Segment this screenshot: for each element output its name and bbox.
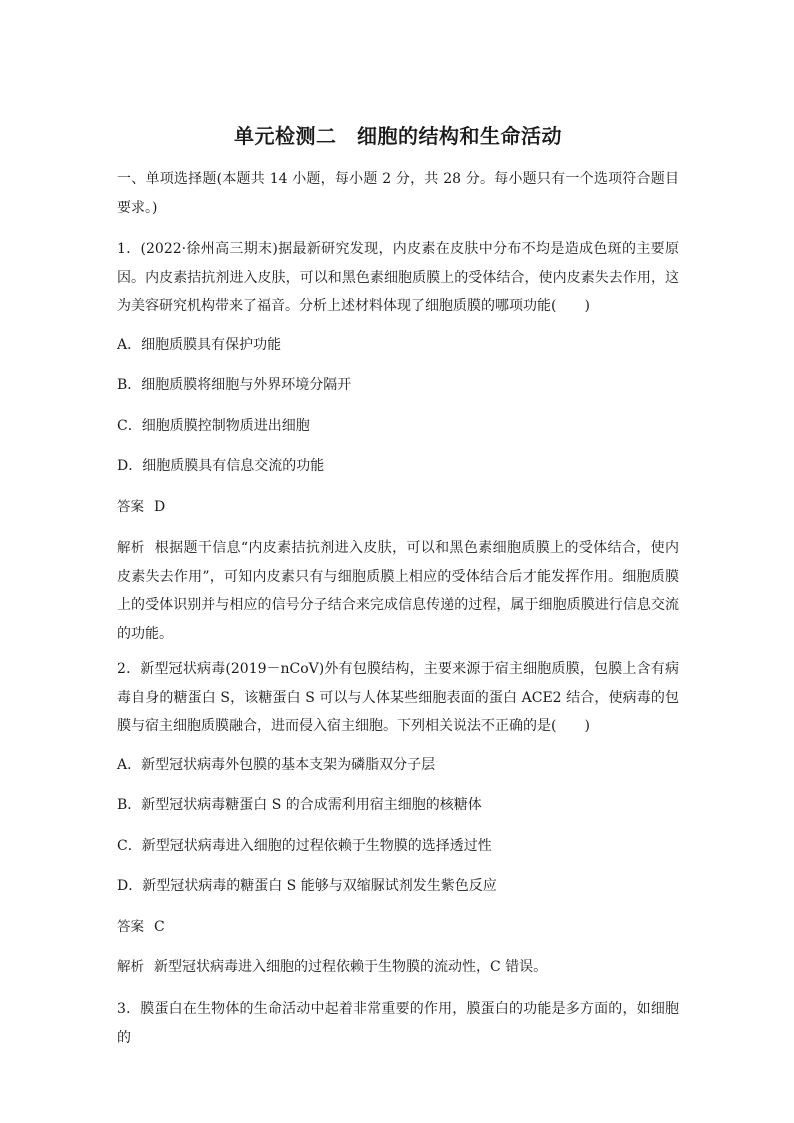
analysis-text: 新型冠状病毒进入细胞的过程依赖于生物膜的流动性，C 错误。 [154, 959, 548, 975]
question-2-option-b: B．新型冠状病毒糖蛋白 S 的合成需利用宿主细胞的核糖体 [117, 797, 482, 813]
analysis-label: 解析 [117, 959, 144, 975]
analysis-text: 根据题干信息“内皮素拮抗剂进入皮肤，可以和黑色素细胞质膜上的受体结合，使内皮素失去作用”，可知内皮素只有与细胞质膜上相应的受体结合后才能发挥作用。细胞质膜上的受体识别并与相应的信号分子结合来完成信息传递的过程，属于细胞质膜进行信息交流的功能。 [117, 540, 680, 642]
question-2-option-d: D．新型冠状病毒的糖蛋白 S 能够与双缩脲试剂发生紫色反应 [117, 878, 497, 894]
question-1-option-b: B．细胞质膜将细胞与外界环境分隔开 [117, 377, 352, 393]
question-2-option-a: A．新型冠状病毒外包膜的基本支架为磷脂双分子层 [117, 757, 436, 773]
question-1-answer [117, 497, 679, 517]
analysis-label: 解析 [117, 540, 145, 556]
page-title: 单元检测二 细胞的结构和生命活动 [234, 124, 562, 148]
question-1-stem: 1．(2022·徐州高三期末)据最新研究发现，内皮素在皮肤中分布不均是造成色斑的主要原因。内皮素拮抗剂进入皮肤，可以和黑色素细胞质膜上的受体结合，使内皮素失去作用，这为美容研究机构带来了福音。分析上述材料体现了细胞质膜的哪项功能( ) [117, 241, 679, 314]
question-1-option-a: A．细胞质膜具有保护功能 [117, 337, 282, 353]
question-2-answer [117, 917, 679, 937]
answer-value: C [154, 919, 165, 935]
answer-value: D [154, 499, 166, 515]
question-1-option-d: D．细胞质膜具有信息交流的功能 [117, 458, 325, 474]
question-3-stem: 3．膜蛋白在生物体的生命活动中起着非常重要的作用，膜蛋白的功能是多方面的，如细胞的 [117, 1001, 679, 1046]
section-heading: 一、单项选择题(本题共 14 小题，每小题 2 分，共 28 分。每小题只有一个选项符合题目要求。) [117, 171, 679, 216]
answer-label: 答案 [117, 919, 144, 935]
question-1-analysis [117, 534, 679, 648]
question-1-option-c: C．细胞质膜控制物质进出细胞 [117, 418, 310, 434]
question-2-stem: 2．新型冠状病毒(2019－nCoV)外有包膜结构，主要来源于宿主细胞质膜，包膜上含有病毒自身的糖蛋白 S，该糖蛋白 S 可以与人体某些细胞表面的蛋白 ACE2 结合，使病毒的包膜与宿主细胞质膜融合，进而侵入宿主细胞。下列相关说法不正确的是( ) [117, 661, 679, 734]
question-2-option-c: C．新型冠状病毒进入细胞的过程依赖于生物膜的选择透过性 [117, 838, 492, 854]
question-2-analysis [117, 957, 679, 977]
answer-label: 答案 [117, 499, 144, 515]
